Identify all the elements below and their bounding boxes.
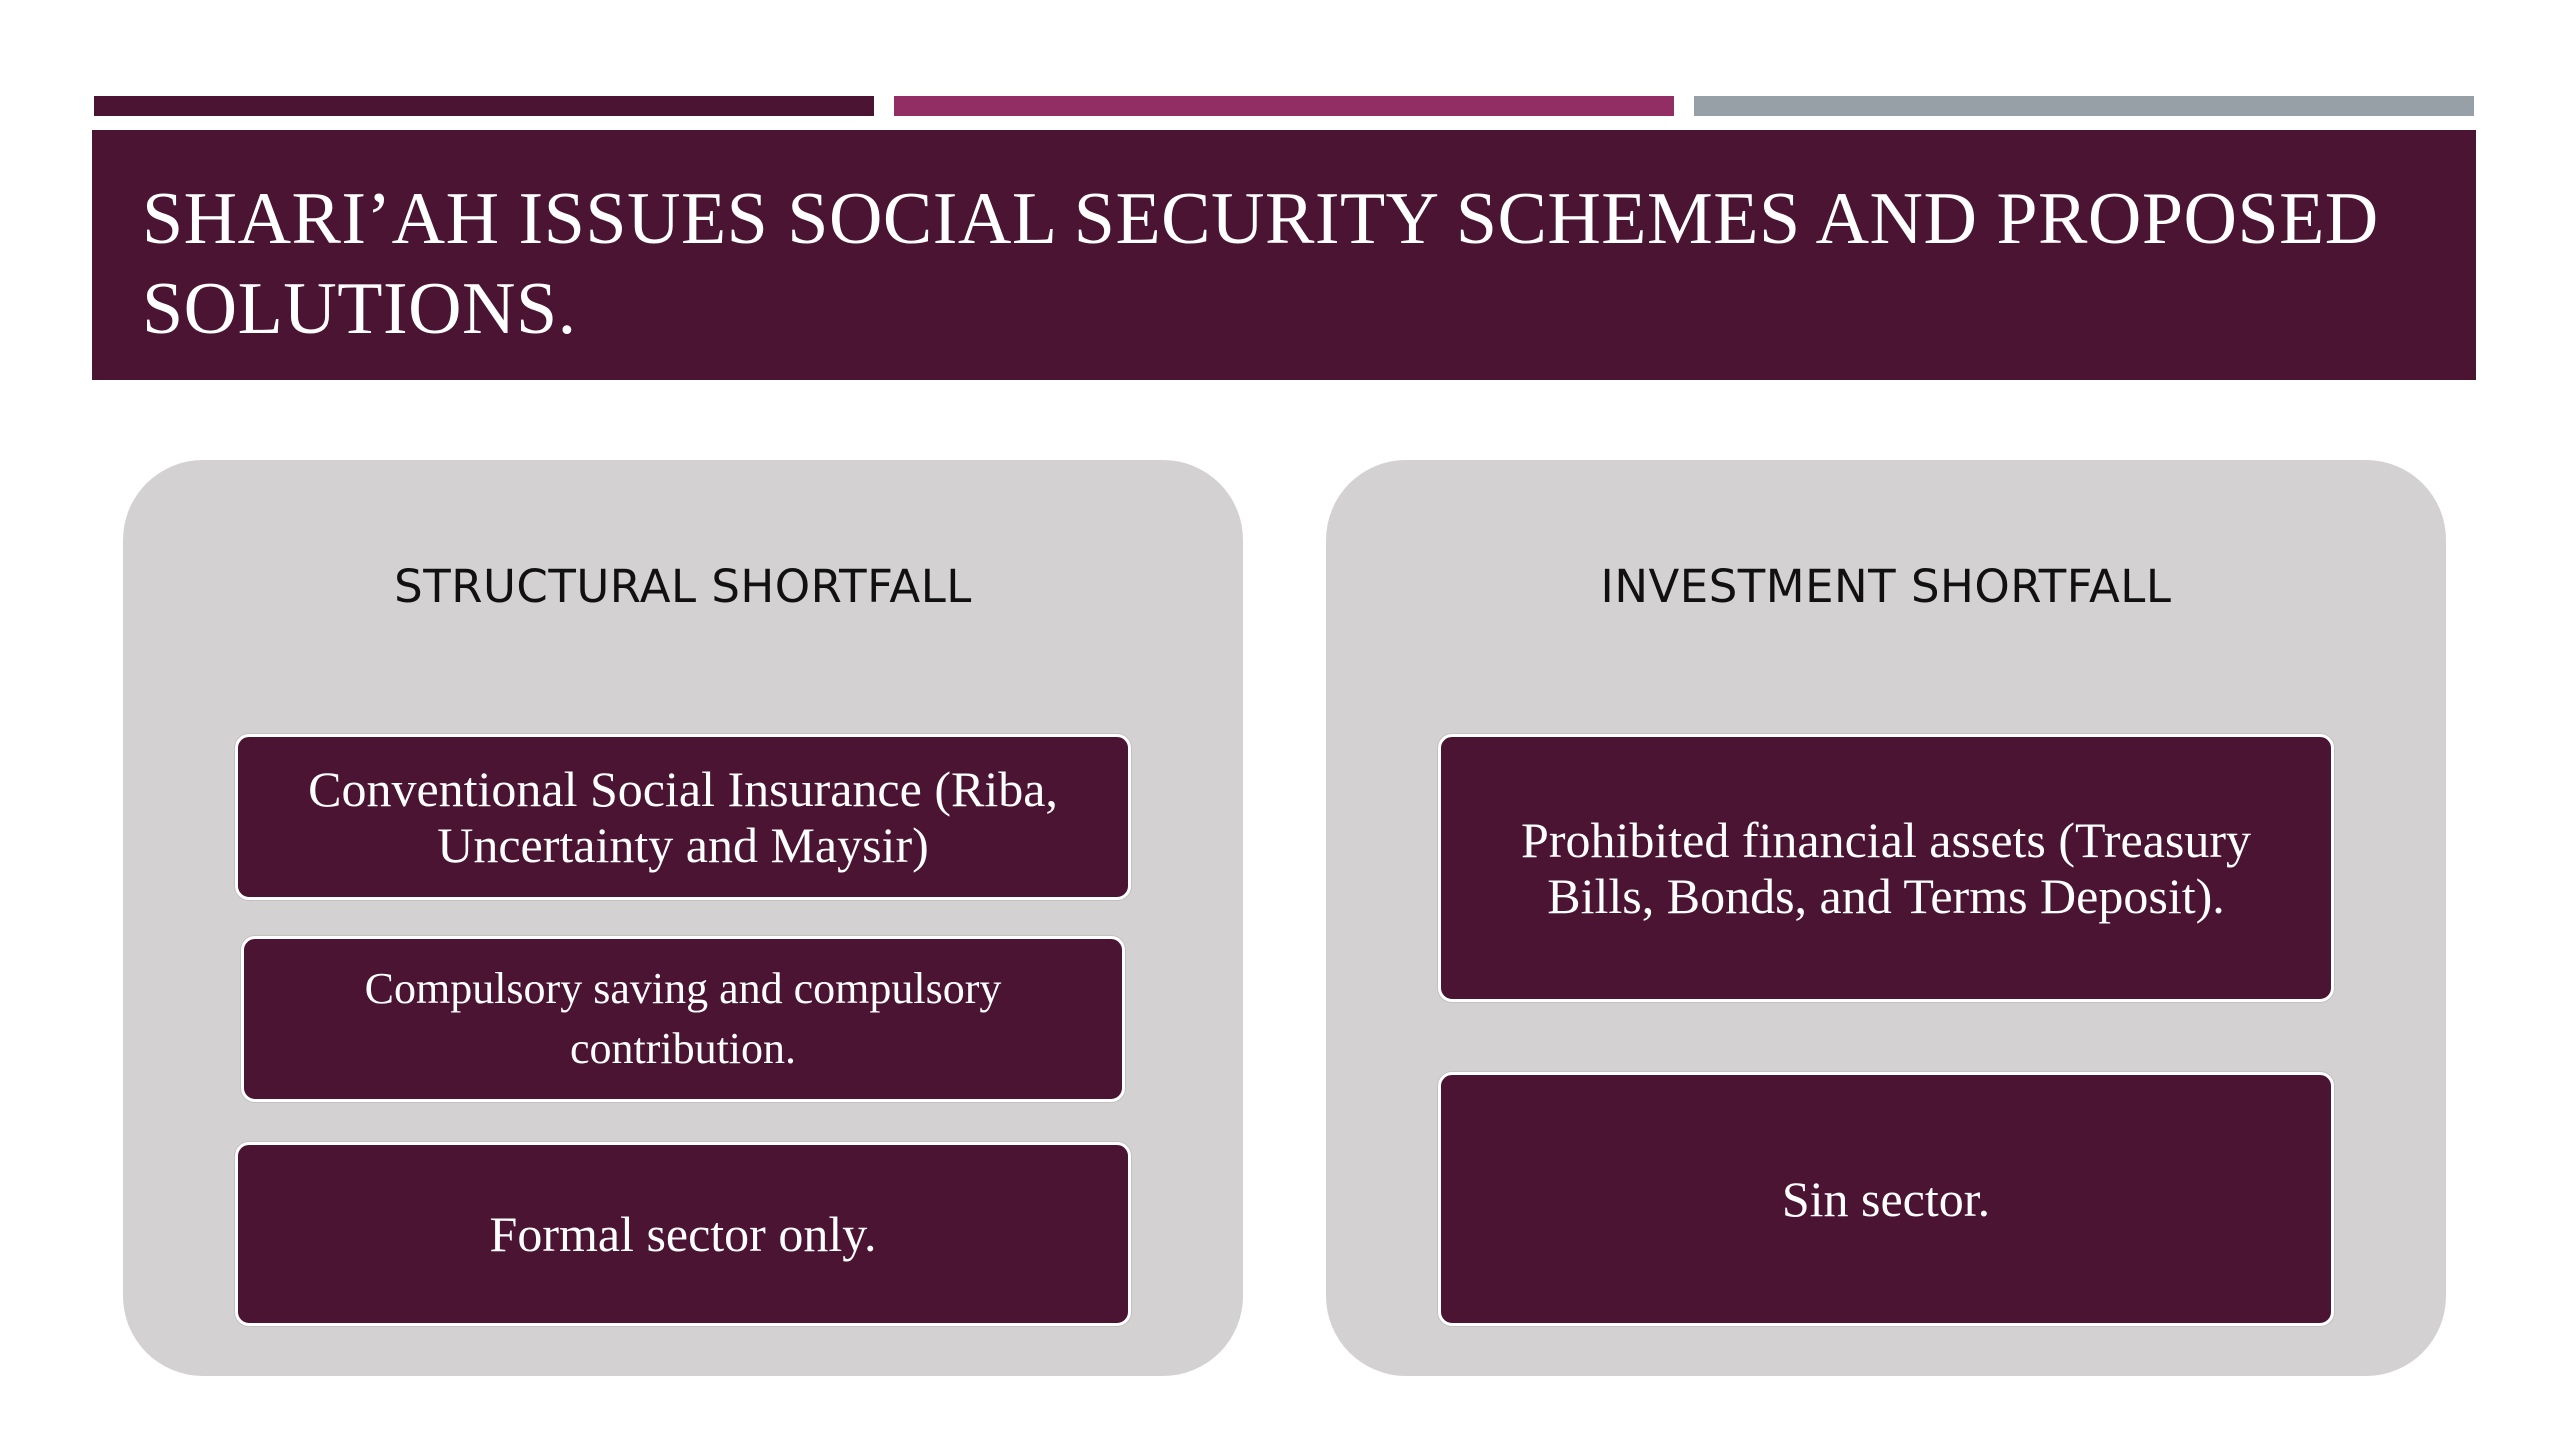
accent-bar-left <box>94 96 874 116</box>
item-box-compulsory-saving <box>241 936 1125 1102</box>
title-band <box>92 130 2476 380</box>
slide-title: SHARI’AH ISSUES SOCIAL SECURITY SCHEMES AND PROPOSED SOLUTIONS. <box>142 178 2379 350</box>
item-box-sin-sector <box>1438 1072 2334 1326</box>
panel-heading-investment: INVESTMENT SHORTFALL <box>1600 560 2172 613</box>
panel-investment-shortfall <box>1326 460 2446 1376</box>
item-box-formal-sector <box>235 1142 1131 1326</box>
item-box-conventional-insurance <box>235 734 1131 900</box>
item-text: Prohibited financial assets (Treasury Bills, Bonds, and Terms Deposit). <box>1521 812 2251 924</box>
accent-bar-right <box>1694 96 2474 116</box>
item-text: Formal sector only. <box>489 1206 877 1262</box>
item-text: Sin sector. <box>1781 1171 1991 1227</box>
panel-heading-structural: STRUCTURAL SHORTFALL <box>394 560 972 613</box>
accent-bar-middle <box>894 96 1674 116</box>
item-box-prohibited-assets <box>1438 734 2334 1002</box>
item-text: Conventional Social Insurance (Riba, Uncertainty and Maysir) <box>308 761 1058 873</box>
panel-structural-shortfall <box>123 460 1243 1376</box>
item-text: Compulsory saving and compulsory contribution. <box>364 964 1002 1073</box>
